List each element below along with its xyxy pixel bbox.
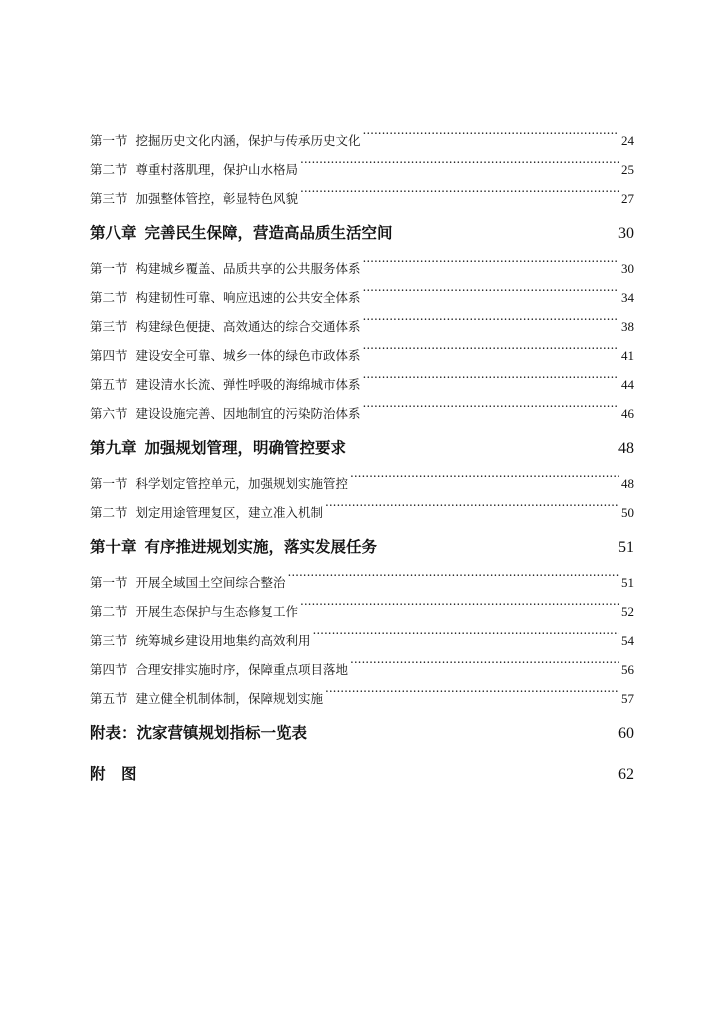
table-of-contents xyxy=(90,126,634,795)
toc-entry-title: 完善民生保障，营造高品质生活空间 xyxy=(144,224,393,242)
toc-section-entry[interactable] xyxy=(90,626,634,655)
toc-chapter-entry[interactable] xyxy=(90,713,634,754)
toc-entry-page-number: 25 xyxy=(621,162,634,177)
toc-entry-label xyxy=(90,428,346,469)
dot-leader xyxy=(363,288,619,302)
dot-leader xyxy=(379,536,616,552)
toc-entry-label xyxy=(90,155,298,184)
toc-entry-title: 构建韧性可靠、响应迅速的公共安全体系 xyxy=(135,290,361,305)
toc-section-entry[interactable] xyxy=(90,684,634,713)
toc-entry-label xyxy=(90,126,361,155)
toc-entry-page-number: 38 xyxy=(621,319,634,334)
toc-entry-label xyxy=(90,684,323,713)
dot-leader xyxy=(288,573,619,587)
toc-entry-title: 统筹城乡建设用地集约高效利用 xyxy=(135,633,311,648)
toc-entry-title: 建设清水长流、弹性呼吸的海绵城市体系 xyxy=(135,377,361,392)
toc-entry-title: 科学划定管控单元，加强规划实施管控 xyxy=(135,476,349,491)
toc-entry-page-number: 34 xyxy=(621,290,634,305)
dot-leader xyxy=(350,660,619,674)
dot-leader xyxy=(309,722,616,738)
toc-entry-page-number: 48 xyxy=(621,476,634,491)
toc-entry-page-number: 30 xyxy=(618,225,634,242)
dot-leader xyxy=(363,346,619,360)
toc-chapter-entry[interactable] xyxy=(90,754,634,795)
toc-entry-title: 开展生态保护与生态修复工作 xyxy=(135,604,299,619)
dot-leader xyxy=(300,160,619,174)
toc-entry-title: 挖掘历史文化内涵，保护与传承历史文化 xyxy=(135,133,361,148)
toc-entry-label xyxy=(90,399,361,428)
dot-leader xyxy=(325,503,619,517)
toc-chapter-entry[interactable] xyxy=(90,527,634,568)
toc-entry-page-number: 62 xyxy=(618,766,634,783)
toc-entry-title: 有序推进规划实施，落实发展任务 xyxy=(144,538,378,556)
toc-entry-page-number: 44 xyxy=(621,377,634,392)
dot-leader xyxy=(350,474,619,488)
toc-entry-title: 构建城乡覆盖、品质共享的公共服务体系 xyxy=(135,261,361,276)
toc-section-entry[interactable] xyxy=(90,498,634,527)
toc-section-entry[interactable] xyxy=(90,370,634,399)
toc-entry-page-number: 48 xyxy=(618,440,634,457)
toc-section-entry[interactable] xyxy=(90,597,634,626)
toc-chapter-entry[interactable] xyxy=(90,428,634,469)
dot-leader xyxy=(395,222,616,238)
toc-section-entry[interactable] xyxy=(90,283,634,312)
toc-entry-title: 加强整体管控，彰显特色风貌 xyxy=(135,191,299,206)
toc-entry-title: 构建绿色便捷、高效通达的综合交通体系 xyxy=(135,319,361,334)
toc-entry-label xyxy=(90,498,323,527)
dot-leader xyxy=(363,259,619,273)
dot-leader xyxy=(348,437,616,453)
toc-entry-number: 第四节 xyxy=(90,348,128,363)
toc-entry-label xyxy=(90,283,361,312)
toc-entry-label xyxy=(90,213,393,254)
toc-entry-page-number: 51 xyxy=(621,575,634,590)
toc-entry-number: 第二节 xyxy=(90,290,128,305)
dot-leader xyxy=(363,317,619,331)
toc-entry-number: 第三节 xyxy=(90,319,128,334)
toc-section-entry[interactable] xyxy=(90,568,634,597)
toc-entry-number: 第五节 xyxy=(90,691,128,706)
toc-entry-number: 第四节 xyxy=(90,662,128,677)
toc-entry-title: 加强规划管理，明确管控要求 xyxy=(144,439,347,457)
toc-entry-title: 附 图 xyxy=(90,765,137,783)
toc-entry-label xyxy=(90,254,361,283)
toc-entry-page-number: 24 xyxy=(621,133,634,148)
toc-entry-label xyxy=(90,527,377,568)
dot-leader xyxy=(325,689,619,703)
toc-entry-label xyxy=(90,184,298,213)
dot-leader xyxy=(363,375,619,389)
toc-entry-page-number: 60 xyxy=(618,725,634,742)
toc-entry-number: 第二节 xyxy=(90,162,128,177)
toc-entry-title: 划定用途管理复区，建立准入机制 xyxy=(135,505,324,520)
toc-entry-label xyxy=(90,754,137,795)
toc-entry-number: 第十章 xyxy=(90,538,137,556)
toc-section-entry[interactable] xyxy=(90,155,634,184)
toc-entry-label xyxy=(90,655,348,684)
toc-entry-page-number: 56 xyxy=(621,662,634,677)
toc-entry-label xyxy=(90,568,286,597)
toc-entry-label xyxy=(90,312,361,341)
toc-entry-page-number: 51 xyxy=(618,539,634,556)
toc-entry-title: 建立健全机制体制，保障规划实施 xyxy=(135,691,324,706)
toc-entry-number: 第三节 xyxy=(90,633,128,648)
toc-section-entry[interactable] xyxy=(90,312,634,341)
toc-entry-number: 第二节 xyxy=(90,604,128,619)
toc-section-entry[interactable] xyxy=(90,126,634,155)
toc-entry-page-number: 54 xyxy=(621,633,634,648)
toc-entry-title: 合理安排实施时序，保障重点项目落地 xyxy=(135,662,349,677)
toc-entry-page-number: 27 xyxy=(621,191,634,206)
toc-entry-page-number: 46 xyxy=(621,406,634,421)
toc-entry-title: 开展全域国土空间综合整治 xyxy=(135,575,286,590)
toc-entry-label xyxy=(90,469,348,498)
toc-entry-number: 第九章 xyxy=(90,439,137,457)
dot-leader xyxy=(300,602,619,616)
toc-entry-title: 建设设施完善、因地制宜的污染防治体系 xyxy=(135,406,361,421)
toc-entry-label xyxy=(90,597,298,626)
toc-entry-number: 第六节 xyxy=(90,406,128,421)
toc-entry-label xyxy=(90,626,311,655)
toc-entry-number: 第一节 xyxy=(90,476,128,491)
toc-section-entry[interactable] xyxy=(90,254,634,283)
toc-section-entry[interactable] xyxy=(90,469,634,498)
toc-entry-number: 第一节 xyxy=(90,133,128,148)
toc-entry-title: 尊重村落肌理，保护山水格局 xyxy=(135,162,299,177)
toc-section-entry[interactable] xyxy=(90,655,634,684)
toc-entry-number: 第一节 xyxy=(90,575,128,590)
dot-leader xyxy=(313,631,619,645)
toc-entry-label xyxy=(90,713,307,754)
toc-entry-number: 第二节 xyxy=(90,505,128,520)
toc-entry-label xyxy=(90,370,361,399)
toc-entry-page-number: 57 xyxy=(621,691,634,706)
toc-chapter-entry[interactable] xyxy=(90,213,634,254)
toc-section-entry[interactable] xyxy=(90,184,634,213)
toc-entry-number: 第三节 xyxy=(90,191,128,206)
toc-entry-title: 建设安全可靠、城乡一体的绿色市政体系 xyxy=(135,348,361,363)
toc-entry-label xyxy=(90,341,361,370)
dot-leader xyxy=(139,763,616,779)
toc-section-entry[interactable] xyxy=(90,341,634,370)
dot-leader xyxy=(363,131,619,145)
toc-entry-number: 第五节 xyxy=(90,377,128,392)
toc-entry-page-number: 30 xyxy=(621,261,634,276)
toc-entry-number: 第一节 xyxy=(90,261,128,276)
toc-entry-page-number: 52 xyxy=(621,604,634,619)
dot-leader xyxy=(363,404,619,418)
dot-leader xyxy=(300,189,619,203)
toc-entry-title: 附表：沈家营镇规划指标一览表 xyxy=(90,724,308,742)
toc-entry-page-number: 50 xyxy=(621,505,634,520)
toc-section-entry[interactable] xyxy=(90,399,634,428)
toc-entry-number: 第八章 xyxy=(90,224,137,242)
toc-entry-page-number: 41 xyxy=(621,348,634,363)
